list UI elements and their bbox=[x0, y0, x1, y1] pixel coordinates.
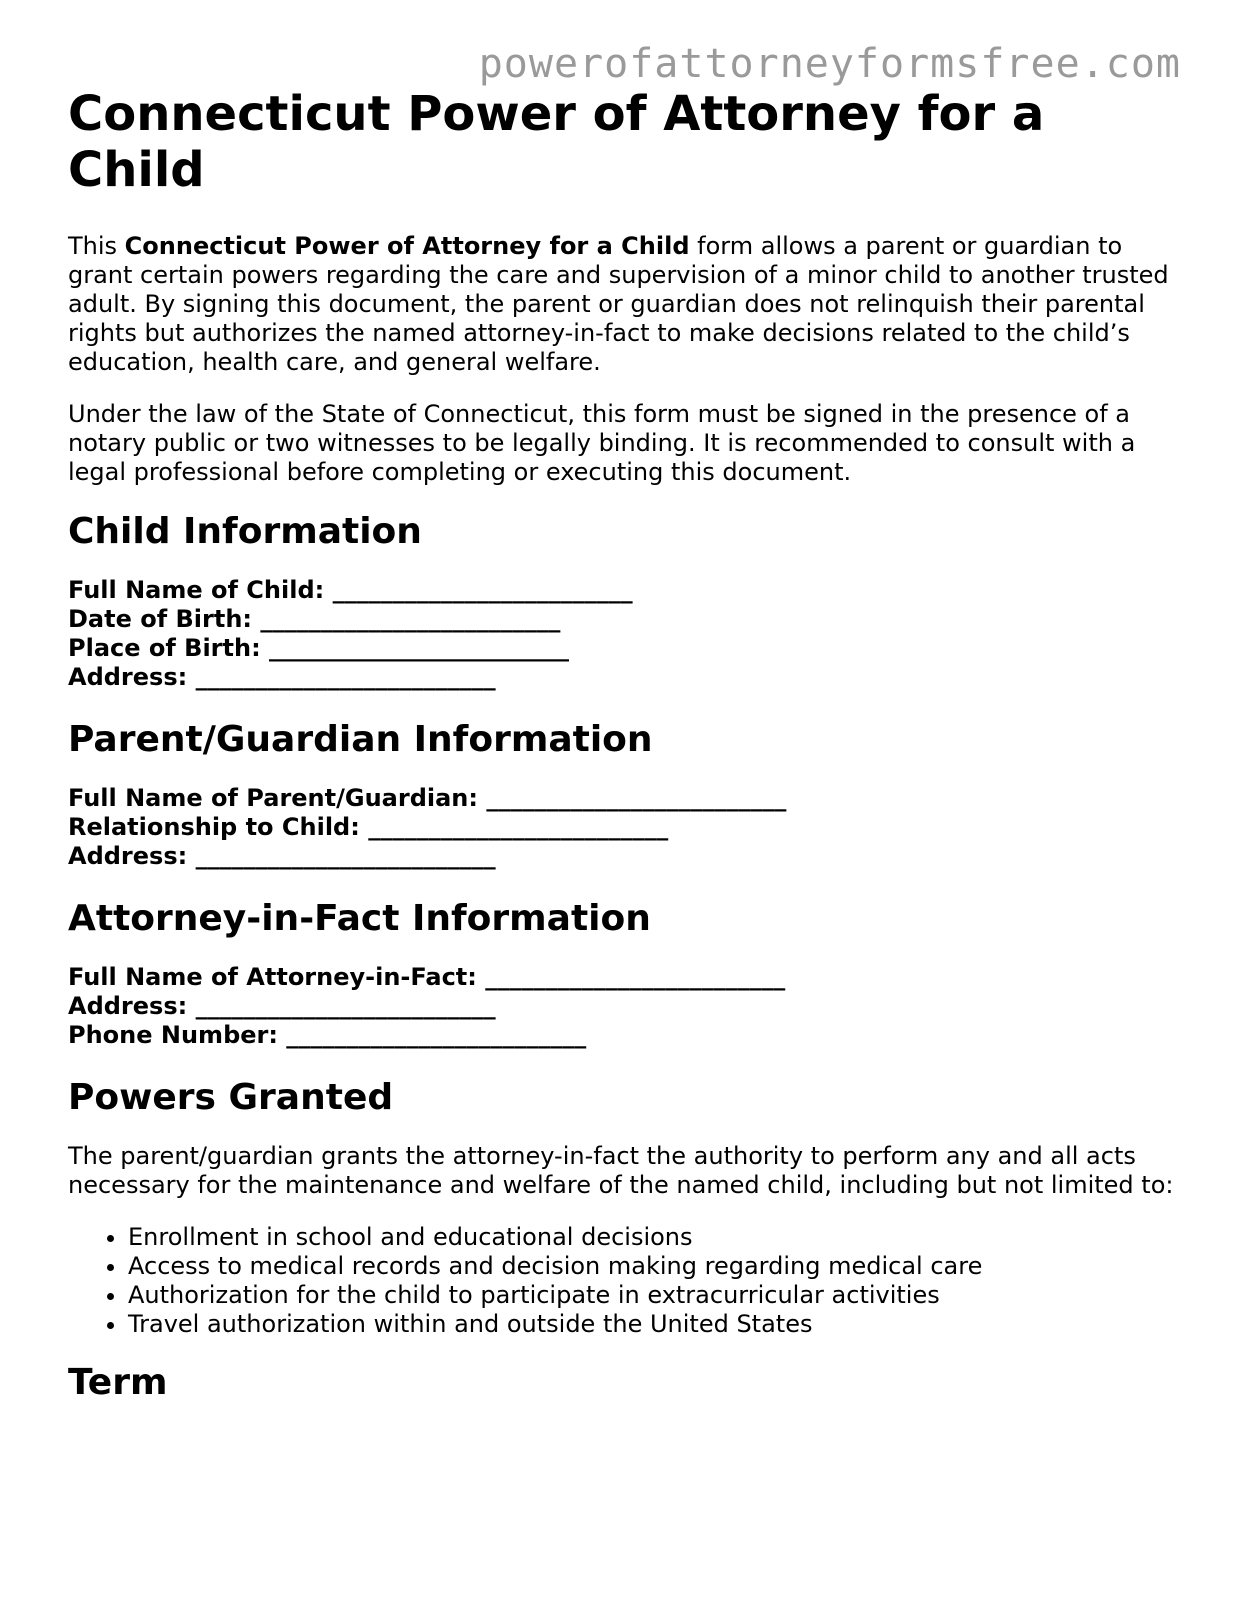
attorney-full-name-field: Full Name of Attorney-in-Fact: _________________________ bbox=[68, 963, 786, 991]
parent-relationship-field: Relationship to Child: _________________________ bbox=[68, 813, 669, 841]
child-date-of-birth-field: Date of Birth: _________________________ bbox=[68, 605, 561, 633]
attorney-in-fact-information-heading: Attorney-in-Fact Information bbox=[68, 898, 651, 939]
child-address-field: Address: _________________________ bbox=[68, 663, 496, 691]
list-item: • Authorization for the child to participate in extracurricular activities bbox=[128, 1281, 1178, 1310]
child-place-of-birth-field: Place of Birth: _________________________ bbox=[68, 634, 570, 662]
notice-paragraph: Under the law of the State of Connecticut, this form must be signed in the presence of a notary public or two witnesses to be legally binding. It is recommended to consult with a legal professional before completing or executing this document. bbox=[68, 400, 1136, 486]
intro-prefix: This bbox=[68, 232, 125, 260]
intro-suffix: form allows a parent or guardian to grant certain powers regarding the care and supervision of a minor child to another trusted adult. By signing this document, the parent or guardian does not relinquish their parental rights but authorizes the named attorney-in-fact to make decisions related to the child’s education, health care, and general welfare. bbox=[68, 232, 1169, 376]
child-information-fields bbox=[68, 576, 1178, 692]
intro-bold: Connecticut Power of Attorney for a Child bbox=[124, 232, 690, 260]
document-body bbox=[68, 86, 1178, 1427]
list-item: • Travel authorization within and outside the United States bbox=[128, 1310, 1178, 1339]
document-title: Connecticut Power of Attorney for a Child bbox=[68, 86, 1045, 198]
parent-guardian-information-heading: Parent/Guardian Information bbox=[68, 719, 653, 760]
attorney-address-field: Address: _________________________ bbox=[68, 992, 496, 1020]
powers-granted-paragraph: The parent/guardian grants the attorney-in-fact the authority to perform any and all acts necessary for the maintenance and welfare of the named child, including but not limited to: bbox=[68, 1142, 1174, 1199]
parent-guardian-information-fields bbox=[68, 784, 1178, 871]
attorney-in-fact-information-fields bbox=[68, 963, 1178, 1050]
list-item: • Access to medical records and decision making regarding medical care bbox=[128, 1252, 1178, 1281]
attorney-phone-number-field: Phone Number: _________________________ bbox=[68, 1021, 587, 1049]
list-item: • Enrollment in school and educational decisions bbox=[128, 1223, 1178, 1252]
parent-address-field: Address: _________________________ bbox=[68, 842, 496, 870]
intro-paragraph bbox=[68, 232, 1178, 377]
child-information-heading: Child Information bbox=[68, 511, 422, 552]
watermark: powerofattorneyformsfree.com bbox=[478, 41, 1181, 87]
term-heading: Term bbox=[68, 1362, 168, 1403]
child-full-name-field: Full Name of Child: _________________________ bbox=[68, 576, 633, 604]
parent-full-name-field: Full Name of Parent/Guardian: _________________________ bbox=[68, 784, 787, 812]
powers-granted-heading: Powers Granted bbox=[68, 1077, 394, 1118]
powers-list bbox=[68, 1223, 1178, 1339]
